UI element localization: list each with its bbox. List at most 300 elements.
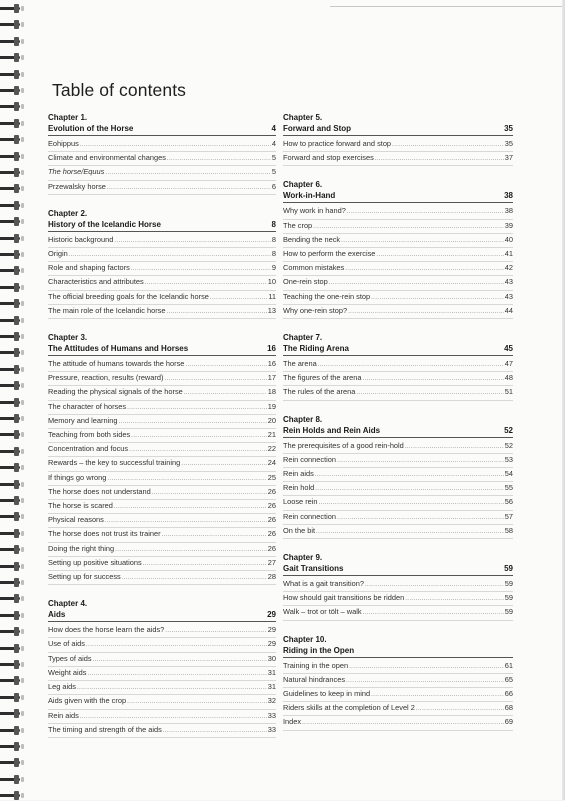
toc-entry-page: 29: [267, 625, 276, 635]
toc-entry-page: 29: [267, 639, 276, 649]
binding-ring: [0, 250, 24, 260]
dot-leader: [363, 608, 504, 619]
dot-leader: [405, 594, 504, 605]
toc-entry[interactable]: [48, 571, 276, 585]
toc-entry-page: 65: [504, 674, 513, 684]
toc-entry-page: 69: [504, 717, 513, 727]
chapter-title: Aids: [48, 610, 66, 620]
toc-entry[interactable]: [283, 606, 513, 620]
binding-ring: [0, 594, 24, 604]
toc-entry[interactable]: [283, 440, 513, 454]
toc-entry-page: 22: [267, 444, 276, 454]
binding-ring: [0, 217, 24, 227]
dot-leader: [337, 456, 504, 467]
chapter-title: Gait Transitions: [283, 564, 344, 574]
toc-entry[interactable]: [283, 688, 513, 702]
binding-ring: [0, 266, 24, 276]
toc-entry-page: 33: [267, 724, 276, 734]
toc-entry-page: 28: [267, 572, 276, 582]
toc-entry-text: How to practice forward and stop: [283, 139, 392, 148]
binding-ring: [0, 332, 24, 342]
toc-entry-text: Role and shaping factors: [48, 263, 130, 273]
chapter-block: [283, 552, 513, 621]
toc-entry-page: 31: [267, 682, 276, 692]
binding-ring: [0, 726, 24, 736]
toc-entry[interactable]: [48, 500, 276, 514]
binding-ring: [0, 512, 24, 522]
chapter-title-row[interactable]: [283, 425, 513, 438]
toc-entry[interactable]: [283, 386, 513, 400]
binding-ring: [0, 758, 24, 768]
chapter-number: Chapter 3.: [48, 333, 88, 343]
toc-entry-text: Setting up positive situations: [48, 557, 142, 567]
chapter-number: Chapter 6.: [283, 180, 323, 190]
dot-leader: [163, 726, 267, 737]
toc-entry-text: Guidelines to keep in mind: [283, 689, 371, 699]
dot-leader: [167, 154, 271, 165]
dot-leader: [349, 662, 504, 673]
toc-entry-page: 59: [504, 579, 513, 589]
binding-ring: [0, 644, 24, 654]
binding-ring: [0, 775, 24, 785]
chapter-title-row[interactable]: [48, 219, 276, 232]
toc-entry-text: How should gait transitions be ridden: [283, 593, 405, 603]
dot-leader: [356, 388, 503, 399]
binding-ring: [0, 152, 24, 162]
toc-entry[interactable]: [48, 401, 276, 415]
dot-leader: [115, 545, 267, 556]
toc-entry-page: 26: [267, 543, 276, 553]
dot-leader: [329, 278, 504, 289]
toc-entry-text: How does the horse learn the aids?: [48, 625, 165, 635]
toc-entry-page: 9: [271, 263, 276, 273]
dot-leader: [362, 374, 503, 385]
toc-entry-page: 47: [504, 359, 513, 369]
page-title: Table of contents: [52, 80, 187, 100]
toc-entry-text: The horse is scared: [48, 501, 113, 511]
toc-entry-page: 48: [504, 373, 513, 383]
toc-entry[interactable]: [283, 578, 513, 592]
toc-entry-page: 37: [504, 153, 513, 163]
dot-leader: [107, 474, 266, 485]
chapter-page-number: 38: [504, 191, 513, 201]
chapter-block: [283, 112, 513, 166]
chapter-block: [283, 634, 513, 731]
toc-entry-page: 26: [267, 486, 276, 496]
chapter-number: Chapter 9.: [283, 553, 323, 563]
toc-entry-page: 39: [504, 220, 513, 230]
toc-entry-page: 21: [267, 430, 276, 440]
dot-leader: [416, 704, 504, 715]
toc-entry[interactable]: [283, 592, 513, 606]
toc-entry[interactable]: [48, 166, 276, 180]
toc-entry-page: 5: [271, 153, 276, 163]
toc-entry-text: Weight aids: [48, 667, 87, 677]
dot-leader: [318, 360, 504, 371]
toc-entry-page: 4: [271, 139, 276, 148]
toc-entry-text: Training in the open: [283, 660, 349, 670]
toc-entry[interactable]: [48, 667, 276, 681]
toc-entry-text: Aids given with the crop: [48, 696, 127, 706]
binding-ring: [0, 299, 24, 309]
toc-entry-text: What is a gait transition?: [283, 579, 364, 589]
dot-leader: [315, 484, 504, 495]
toc-entry-page: 5: [271, 167, 276, 177]
toc-entry[interactable]: [48, 624, 276, 638]
toc-entry[interactable]: [48, 710, 276, 724]
chapter-block: [283, 414, 513, 539]
toc-entry-page: 66: [504, 689, 513, 699]
binding-ring: [0, 496, 24, 506]
dot-leader: [319, 498, 504, 509]
toc-entry-page: 32: [267, 696, 276, 706]
toc-entry[interactable]: [48, 528, 276, 542]
binding-ring: [0, 578, 24, 588]
toc-entry-page: 30: [267, 653, 276, 663]
toc-entry-text: Doing the right thing: [48, 543, 115, 553]
toc-entry[interactable]: [48, 248, 276, 262]
toc-entry-page: 41: [504, 249, 513, 259]
toc-entry[interactable]: [283, 372, 513, 386]
dot-leader: [127, 697, 267, 708]
toc-entry[interactable]: [48, 543, 276, 557]
dot-leader: [80, 712, 267, 723]
toc-entry[interactable]: [48, 138, 276, 152]
binding-ring: [0, 709, 24, 719]
chapter-title-row[interactable]: [48, 343, 276, 356]
chapter-block: [48, 332, 276, 585]
binding-ring: [0, 742, 24, 752]
binding-ring: [0, 168, 24, 178]
toc-entry-text: Use of aids: [48, 639, 85, 649]
toc-entry-page: 44: [504, 305, 513, 315]
toc-entry[interactable]: [48, 486, 276, 500]
toc-entry[interactable]: [283, 525, 513, 539]
chapter-number: Chapter 2.: [48, 208, 88, 218]
dot-leader: [77, 683, 267, 694]
binding-ring: [0, 660, 24, 670]
toc-entry[interactable]: [48, 358, 276, 372]
binding-ring: [0, 4, 24, 14]
toc-entry[interactable]: [48, 514, 276, 528]
chapter-title: The Attitudes of Humans and Horses: [48, 344, 189, 354]
dot-leader: [184, 388, 267, 399]
toc-entry[interactable]: [283, 220, 513, 234]
dot-leader: [152, 488, 267, 499]
dot-leader: [87, 669, 266, 680]
toc-entry-page: 59: [504, 607, 513, 617]
binding-ring: [0, 20, 24, 30]
toc-entry-page: 51: [504, 387, 513, 397]
toc-entry-text: How to perform the exercise: [283, 249, 376, 259]
toc-entry-text: Origin: [48, 249, 68, 259]
toc-entry-text: The attitude of humans towards the horse: [48, 359, 185, 369]
toc-entry-page: 52: [504, 440, 513, 450]
toc-entry-page: 8: [271, 249, 276, 259]
toc-entry[interactable]: [283, 454, 513, 468]
toc-entry-text: Reading the physical signals of the horse: [48, 387, 183, 397]
dot-leader: [210, 293, 267, 304]
chapter-title: Forward and Stop: [283, 124, 351, 133]
toc-entry-text: Common mistakes: [283, 263, 345, 273]
binding-ring: [0, 86, 24, 96]
toc-entry-page: 40: [504, 234, 513, 244]
toc-entry[interactable]: [48, 415, 276, 429]
binding-ring: [0, 627, 24, 637]
toc-entry-text: Leg aids: [48, 682, 76, 692]
binding-ring: [0, 693, 24, 703]
binding-ring: [0, 480, 24, 490]
toc-entry-text: Walk – trot or tölt – walk: [283, 607, 362, 617]
toc-entry[interactable]: [283, 660, 513, 674]
toc-entry-page: 35: [504, 139, 513, 148]
dot-leader: [348, 307, 504, 318]
chapter-title-row[interactable]: [283, 190, 513, 203]
dot-leader: [365, 580, 504, 591]
toc-entry-text: Rein connection: [283, 511, 337, 521]
dot-leader: [127, 403, 267, 414]
toc-entry[interactable]: [283, 358, 513, 372]
dot-leader: [392, 140, 504, 151]
toc-entry-text: The horse/Equus: [48, 167, 105, 177]
toc-entry-page: 57: [504, 511, 513, 521]
dot-leader: [185, 360, 266, 371]
toc-entry[interactable]: [283, 511, 513, 525]
toc-entry[interactable]: [48, 305, 276, 319]
chapter-number: Chapter 4.: [48, 599, 88, 609]
toc-entry-text: The arena: [283, 359, 317, 369]
toc-entry[interactable]: [283, 138, 513, 152]
toc-entry[interactable]: [48, 181, 276, 195]
chapter-block: [48, 112, 276, 195]
dot-leader: [405, 442, 504, 453]
toc-entry[interactable]: [48, 653, 276, 667]
toc-entry-text: One-rein stop: [283, 277, 328, 287]
spiral-binding: [0, 0, 30, 800]
binding-ring: [0, 37, 24, 47]
toc-entry-text: Bending the neck: [283, 234, 341, 244]
toc-entry[interactable]: [48, 291, 276, 305]
chapter-page-number: 8: [271, 219, 276, 229]
chapter-block: [283, 179, 513, 319]
chapter-number: Chapter 7.: [283, 333, 323, 343]
binding-ring: [0, 529, 24, 539]
dot-leader: [93, 655, 267, 666]
toc-entry-page: 18: [267, 387, 276, 397]
toc-entry-page: 27: [267, 557, 276, 567]
toc-entry[interactable]: [48, 372, 276, 386]
dot-leader: [118, 417, 266, 428]
binding-ring: [0, 676, 24, 686]
toc-entry[interactable]: [283, 262, 513, 276]
toc-entry-text: Rein connection: [283, 454, 337, 464]
toc-entry-page: 13: [267, 305, 276, 315]
binding-ring: [0, 283, 24, 293]
chapter-page-number: 45: [504, 344, 513, 354]
dot-leader: [114, 236, 271, 247]
toc-entry-text: Index: [283, 717, 302, 727]
toc-entry-text: Physical reasons: [48, 515, 104, 525]
chapter-page-number: 4: [271, 124, 276, 133]
chapter-title-row[interactable]: [48, 609, 276, 622]
binding-ring: [0, 611, 24, 621]
toc-entry[interactable]: [283, 702, 513, 716]
toc-entry-text: The timing and strength of the aids: [48, 724, 162, 734]
chapter-title-row[interactable]: [283, 343, 513, 356]
toc-entry-text: The character of horses: [48, 401, 127, 411]
toc-entry[interactable]: [283, 496, 513, 510]
toc-entry[interactable]: [283, 305, 513, 319]
dot-leader: [69, 250, 271, 261]
dot-leader: [315, 470, 504, 481]
toc-column-right: [283, 112, 513, 744]
toc-entry-text: Concentration and focus: [48, 444, 129, 454]
binding-ring: [0, 545, 24, 555]
dot-leader: [371, 293, 504, 304]
toc-entry-page: 31: [267, 667, 276, 677]
toc-entry[interactable]: [283, 276, 513, 290]
toc-entry-page: 53: [504, 454, 513, 464]
toc-entry-page: 8: [271, 234, 276, 244]
toc-entry[interactable]: [48, 695, 276, 709]
toc-entry[interactable]: [48, 262, 276, 276]
toc-entry-page: 16: [267, 359, 276, 369]
toc-entry-text: Przewalsky horse: [48, 181, 106, 191]
chapter-title-row[interactable]: [283, 123, 513, 136]
toc-entry-text: The rules of the arena: [283, 387, 356, 397]
toc-entry-page: 55: [504, 483, 513, 493]
toc-entry-text: The crop: [283, 220, 313, 230]
dot-leader: [316, 527, 504, 538]
toc-entry-text: Why work in hand?: [283, 206, 346, 216]
chapter-page-number: 29: [267, 610, 276, 620]
toc-entry[interactable]: [283, 482, 513, 496]
dot-leader: [337, 513, 504, 524]
toc-entry-page: 6: [271, 181, 276, 191]
chapter-title-row[interactable]: [283, 645, 513, 658]
chapter-page-number: 16: [267, 344, 276, 354]
toc-entry-text: The main role of the Icelandic horse: [48, 305, 166, 315]
toc-entry[interactable]: [283, 248, 513, 262]
dot-leader: [131, 431, 267, 442]
chapter-block: [283, 332, 513, 401]
toc-entry-text: On the bit: [283, 525, 316, 535]
chapter-title-row[interactable]: [283, 563, 513, 576]
chapter-number: Chapter 5.: [283, 113, 323, 122]
toc-entry-text: Characteristics and attributes: [48, 277, 144, 287]
dot-leader: [341, 236, 504, 247]
chapter-number: Chapter 10.: [283, 634, 327, 644]
toc-entry-text: Rewards – the key to successful training: [48, 458, 181, 468]
toc-entry-page: 42: [504, 263, 513, 273]
toc-entry-page: 58: [504, 525, 513, 535]
dot-leader: [313, 222, 504, 233]
chapter-block: [48, 598, 276, 738]
toc-entry-page: 54: [504, 469, 513, 479]
dot-leader: [347, 207, 504, 218]
toc-entry[interactable]: [48, 152, 276, 166]
toc-entry[interactable]: [48, 386, 276, 400]
toc-entry[interactable]: [283, 674, 513, 688]
toc-entry[interactable]: [48, 457, 276, 471]
dot-leader: [143, 559, 267, 570]
toc-entry-page: 24: [267, 458, 276, 468]
toc-entry[interactable]: [48, 681, 276, 695]
chapter-title: The Riding Arena: [283, 344, 349, 354]
toc-entry[interactable]: [283, 291, 513, 305]
chapter-title: History of the Icelandic Horse: [48, 219, 161, 229]
binding-ring: [0, 234, 24, 244]
chapter-page-number: 52: [504, 425, 513, 435]
toc-entry[interactable]: [283, 205, 513, 219]
binding-ring: [0, 119, 24, 129]
toc-entry[interactable]: [48, 443, 276, 457]
chapter-number: Chapter 1.: [48, 113, 88, 122]
toc-entry[interactable]: [48, 557, 276, 571]
toc-entry[interactable]: [48, 724, 276, 738]
toc-entry[interactable]: [283, 468, 513, 482]
toc-entry[interactable]: [48, 429, 276, 443]
chapter-page-number: 35: [504, 124, 513, 133]
toc-entry-page: 25: [267, 472, 276, 482]
toc-entry-page: 20: [267, 415, 276, 425]
dot-leader: [376, 250, 503, 261]
dot-leader: [181, 459, 266, 470]
toc-entry[interactable]: [48, 472, 276, 486]
toc-entry[interactable]: [283, 716, 513, 730]
toc-entry-text: Why one-rein stop?: [283, 305, 348, 315]
toc-entry-text: The horse does not trust its trainer: [48, 529, 161, 539]
chapter-title-row[interactable]: [48, 123, 276, 136]
toc-entry[interactable]: [48, 276, 276, 290]
toc-entry-text: Pressure, reaction, results (reward): [48, 373, 164, 383]
toc-entry-page: 33: [267, 710, 276, 720]
binding-ring: [0, 316, 24, 326]
toc-entry[interactable]: [283, 234, 513, 248]
toc-entry[interactable]: [48, 638, 276, 652]
toc-entry[interactable]: [283, 152, 513, 166]
binding-ring: [0, 70, 24, 80]
dot-leader: [129, 445, 267, 456]
toc-entry-text: The official breeding goals for the Icelandic horse: [48, 291, 209, 301]
chapter-title: Riding in the Open: [283, 645, 355, 655]
binding-ring: [0, 348, 24, 358]
toc-entry[interactable]: [48, 234, 276, 248]
binding-ring: [0, 398, 24, 408]
binding-ring: [0, 365, 24, 375]
toc-entry-text: Rein hold: [283, 483, 315, 493]
binding-ring: [0, 201, 24, 211]
toc-entry-page: 11: [268, 291, 276, 301]
toc-entry-page: 56: [504, 497, 513, 507]
dot-leader: [105, 168, 271, 179]
dot-leader: [345, 264, 504, 275]
toc-entry-text: The horse does not understand: [48, 486, 151, 496]
dot-leader: [145, 278, 267, 289]
toc-entry-page: 10: [267, 277, 276, 287]
toc-column-left: [48, 112, 276, 751]
toc-entry-page: 43: [504, 291, 513, 301]
binding-ring: [0, 381, 24, 391]
toc-entry-page: 68: [504, 703, 513, 713]
toc-entry-page: 38: [504, 206, 513, 216]
dot-leader: [131, 264, 271, 275]
chapter-page-number: 59: [504, 564, 513, 574]
dot-leader: [122, 573, 267, 584]
binding-ring: [0, 184, 24, 194]
binding-ring: [0, 447, 24, 457]
dot-leader: [86, 640, 267, 651]
